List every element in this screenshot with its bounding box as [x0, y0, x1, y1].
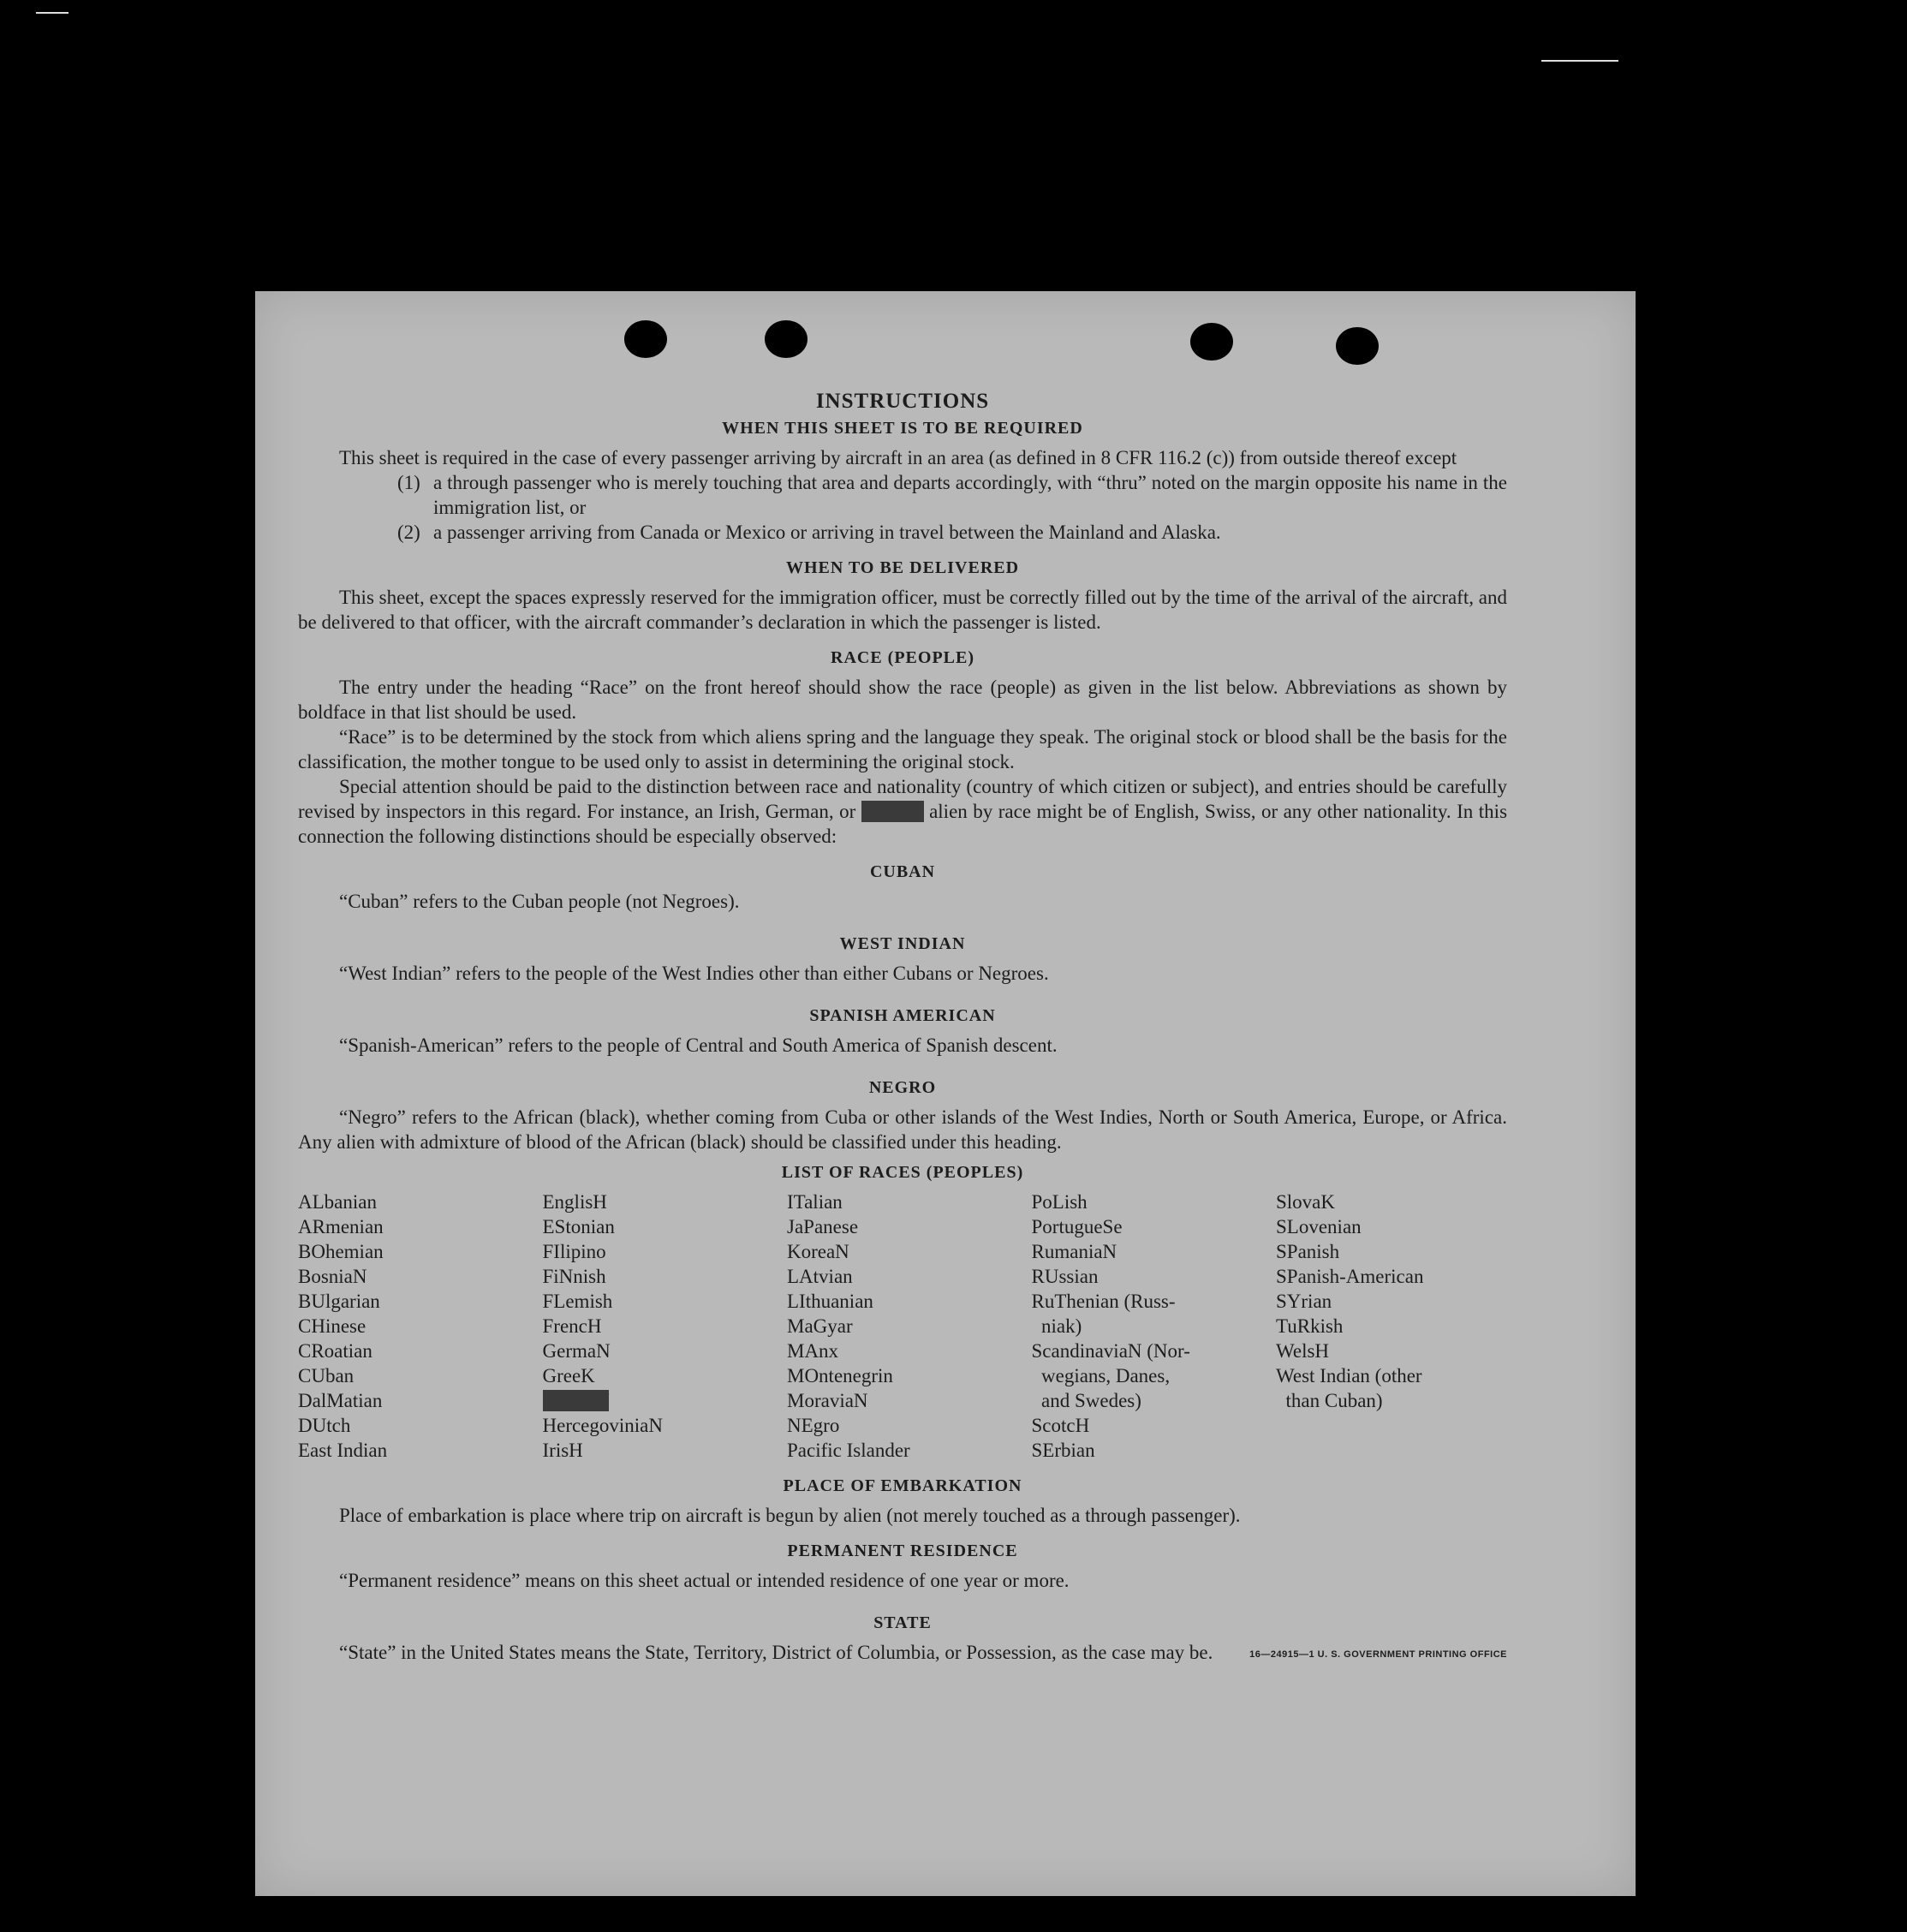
exception-number: (1) — [397, 472, 420, 493]
required-intro: This sheet is required in the case of every passenger arriving by aircraft in an area (as defined in 8 CFR 116.2 (c)) from outside thereof except — [339, 447, 1457, 468]
instructions-content — [298, 390, 1508, 1663]
race-entry: CRoatian — [298, 1340, 372, 1362]
race-list — [298, 1190, 1507, 1463]
negro-text: “Negro” refers to the African (black), whether coming from Cuba or other islands of the West Indies, North or South America, Europe, or Africa. Any alien with admixture of blood of the African (black) should be classified under this heading. — [298, 1106, 1507, 1153]
exception-text: a through passenger who is merely touching that area and departs accordingly, with “thru” noted on the margin opposite his name in the immigration list, or — [433, 472, 1507, 518]
section-heading-spanish-american: SPANISH AMERICAN — [809, 1006, 996, 1025]
race-entry: wegians, Danes, — [1031, 1365, 1171, 1386]
race-entry: JaPanese — [787, 1216, 859, 1237]
race-entry: ITalian — [787, 1191, 843, 1213]
section-heading-required: WHEN THIS SHEET IS TO BE REQUIRED — [722, 419, 1083, 438]
section-heading-race: RACE (PEOPLE) — [831, 648, 974, 667]
race-entry: SPanish-American — [1276, 1266, 1424, 1287]
race-entry: IrisH — [542, 1440, 583, 1461]
race-paragraph-1: The entry under the heading “Race” on the front hereof should show the race (people) as given in the list below. Abbreviations as shown by boldface in that list should be used. — [298, 677, 1507, 723]
document-page — [255, 291, 1636, 1896]
race-entry: West Indian (other — [1276, 1365, 1422, 1386]
race-entry: CUban — [298, 1365, 355, 1386]
section-heading-residence: PERMANENT RESIDENCE — [787, 1541, 1018, 1560]
section-heading-embarkation: PLACE OF EMBARKATION — [783, 1476, 1022, 1495]
race-entry: ARmenian — [298, 1216, 384, 1237]
race-entry: PortugueSe — [1031, 1216, 1123, 1237]
section-heading-negro: NEGRO — [868, 1078, 937, 1097]
race-column — [1032, 1190, 1263, 1463]
race-entry: and Swedes) — [1031, 1390, 1141, 1411]
race-entry: BUlgarian — [298, 1291, 380, 1312]
race-column — [1276, 1190, 1507, 1463]
section-heading-west-indian: WEST INDIAN — [839, 934, 966, 953]
section-heading-delivered: WHEN TO BE DELIVERED — [785, 558, 1020, 577]
embarkation-text: Place of embarkation is place where trip on aircraft is begun by alien (not merely touched as a through passenger). — [339, 1505, 1241, 1526]
race-entry: SErbian — [1031, 1440, 1095, 1461]
race-entry: DUtch — [298, 1415, 351, 1436]
race-entry: SYrian — [1276, 1291, 1332, 1312]
film-edge-mark — [1541, 60, 1618, 62]
race-entry: SLovenian — [1276, 1216, 1362, 1237]
race-entry: HercegoviniaN — [542, 1415, 663, 1436]
race-paragraph-2: “Race” is to be determined by the stock from which aliens spring and the language they speak. The original stock or blood shall be the basis for the classification, the mother tongue to be used only to assist in determining the original stock. — [298, 726, 1507, 772]
race-entry-struck: HebreW — [542, 1390, 610, 1411]
race-entry: niak) — [1031, 1315, 1082, 1337]
section-heading-cuban: CUBAN — [869, 862, 936, 881]
race-entry: FrencH — [542, 1315, 602, 1337]
race-entry: KoreaN — [787, 1241, 849, 1262]
race-entry: MOntenegrin — [787, 1365, 893, 1386]
race-entry: PoLish — [1031, 1191, 1088, 1213]
race-entry: MoraviaN — [787, 1390, 868, 1411]
race-entry: FiNnish — [542, 1266, 606, 1287]
race-entry: MaGyar — [787, 1315, 853, 1337]
race-column — [543, 1190, 774, 1463]
race-entry: NEgro — [787, 1415, 840, 1436]
race-entry: GermaN — [542, 1340, 611, 1362]
race-entry: EnglisH — [542, 1191, 607, 1213]
race-entry: East Indian — [298, 1440, 388, 1461]
printer-imprint: 16—24915—1 U. S. GOVERNMENT PRINTING OFFICE — [1249, 1649, 1507, 1660]
exception-item — [397, 520, 1507, 545]
race-entry: RUssian — [1031, 1266, 1099, 1287]
race-entry: TuRkish — [1276, 1315, 1344, 1337]
race-column — [298, 1190, 529, 1463]
race-paragraph-3-start: Special attention should be paid to the distinction between race and nationality (country of which citizen or subject), and entries should be carefully revised by inspectors in this regard. For instance, an Irish, German, or — [298, 776, 1507, 822]
punch-hole — [1336, 327, 1379, 365]
race-paragraph-3 — [298, 774, 1507, 849]
residence-text: “Permanent residence” means on this sheet actual or intended residence of one year or more. — [339, 1570, 1070, 1591]
punch-hole — [765, 320, 807, 358]
exception-number: (2) — [397, 522, 420, 543]
race-entry: MAnx — [787, 1340, 839, 1362]
struck-word: Hebrew — [861, 801, 924, 822]
race-column — [787, 1190, 1018, 1463]
race-entry: Pacific Islander — [787, 1440, 910, 1461]
race-entry: RumaniaN — [1031, 1241, 1117, 1262]
race-entry: FLemish — [542, 1291, 613, 1312]
race-entry: ScandinaviaN (Nor- — [1031, 1340, 1190, 1362]
race-entry: EStonian — [542, 1216, 615, 1237]
page-title: INSTRUCTIONS — [815, 390, 990, 413]
race-entry: than Cuban) — [1276, 1390, 1383, 1411]
punch-hole — [624, 320, 667, 358]
race-entry: GreeK — [542, 1365, 595, 1386]
race-entry: ALbanian — [298, 1191, 377, 1213]
cuban-text: “Cuban” refers to the Cuban people (not Negroes). — [339, 891, 740, 912]
state-text: “State” in the United States means the State, Territory, District of Columbia, or Possession, as the case may be. — [339, 1642, 1213, 1663]
section-heading-state: STATE — [873, 1613, 932, 1632]
race-paragraph-3-end: alien by race might be of English, Swiss, or any other nationality. In this connection the following distinctions should be especially observed: — [298, 801, 1508, 847]
west-indian-text: “West Indian” refers to the people of the West Indies other than either Cubans or Negroes. — [339, 963, 1049, 984]
race-entry: SPanish — [1276, 1241, 1340, 1262]
exception-item — [397, 470, 1507, 520]
film-edge-mark — [36, 12, 69, 14]
punch-hole — [1190, 323, 1233, 361]
race-entry: LAtvian — [787, 1266, 853, 1287]
delivered-text: This sheet, except the spaces expressly reserved for the immigration officer, must be correctly filled out by the time of the arrival of the aircraft, and be delivered to that officer, with the aircraft commander’s declaration in which the passenger is listed. — [298, 587, 1507, 633]
race-entry: SlovaK — [1276, 1191, 1335, 1213]
race-entry: CHinese — [298, 1315, 367, 1337]
race-entry: RuThenian (Russ- — [1031, 1291, 1176, 1312]
race-entry: BOhemian — [298, 1241, 384, 1262]
spanish-american-text: “Spanish-American” refers to the people of Central and South America of Spanish descent. — [339, 1035, 1058, 1056]
race-entry: FIlipino — [542, 1241, 606, 1262]
race-entry: BosniaN — [298, 1266, 367, 1287]
exception-text: a passenger arriving from Canada or Mexico or arriving in travel between the Mainland and Alaska. — [433, 522, 1221, 543]
race-entry: ScotcH — [1031, 1415, 1090, 1436]
race-entry: WelsH — [1276, 1340, 1330, 1362]
section-heading-race-list: LIST OF RACES (PEOPLES) — [781, 1163, 1024, 1182]
race-entry: LIthuanian — [787, 1291, 873, 1312]
race-entry: DalMatian — [298, 1390, 383, 1411]
